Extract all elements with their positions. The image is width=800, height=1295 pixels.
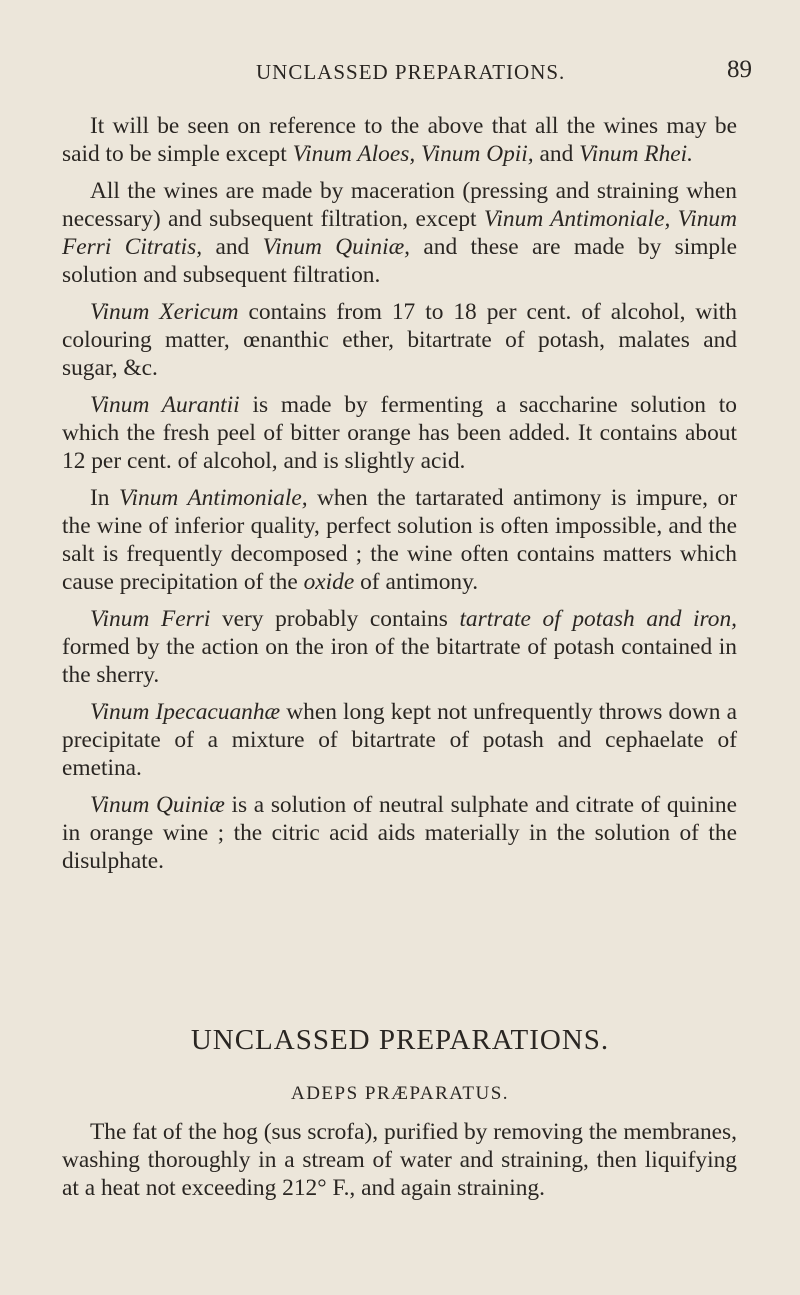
text-segment-italic: Vinum Aurantii (90, 392, 240, 418)
paragraph-wines-simple (62, 112, 737, 168)
text-segment: when the tartarated antimony is impure, or the wine of inferior quality, perfect solution is often impossible, and the salt is frequently decomposed ; the wine often contains matters which cause precipitation of the (62, 485, 737, 595)
text-segment-italic: Vinum Ipecacuanhæ (90, 699, 281, 725)
text-segment-italic: Vinum Antimoniale, (118, 485, 308, 511)
body-text (62, 112, 737, 884)
text-segment-italic: oxide (303, 569, 355, 595)
section-title: UNCLASSED PREPARATIONS. (190, 1024, 610, 1056)
paragraph-vinum-quiniae (62, 791, 737, 875)
text-segment: It will be seen on reference to the above that all the wines may be said to be simple except (62, 113, 737, 167)
paragraph-vinum-aurantii (62, 391, 737, 475)
paragraph-vinum-antimoniale (62, 484, 737, 596)
text-segment: of antimony. (354, 569, 479, 595)
paragraph-vinum-ipecacuanhae (62, 698, 737, 782)
text-segment: contains from 17 to 18 per cent. of alcohol, with colouring matter, œnanthic ether, bitartrate of potash, malates and sugar, &c. (62, 299, 738, 381)
text-segment-italic: Vinum Xericum (90, 299, 239, 325)
paragraph-maceration (62, 177, 737, 289)
text-segment-italic: Vinum Aloes, Vinum Opii, (292, 141, 534, 167)
running-head (0, 44, 800, 84)
paragraph-vinum-xericum (62, 298, 737, 382)
text-segment: formed by the action on the iron of the bitartrate of potash contained in the sherry. (62, 634, 737, 688)
text-segment-italic: Vinum Rhei. (579, 141, 694, 167)
text-segment-italic: Vinum Quiniæ, (262, 234, 411, 260)
section-body (62, 1118, 737, 1211)
subsection-title: ADEPS PRÆPARATUS. (290, 1083, 510, 1104)
page-number: 89 (727, 56, 752, 83)
text-segment: is made by fermenting a saccharine solution to which the fresh peel of bitter orange has been added. It contains about 12 per cent. of alcohol, and is slightly acid. (62, 392, 737, 474)
text-segment-italic: Vinum Ferri (90, 606, 211, 632)
text-segment: and these are made by simple solution and subsequent filtration. (62, 234, 738, 288)
text-segment: In (90, 485, 119, 511)
text-segment-italic: tartrate of potash and iron, (459, 606, 737, 632)
text-segment: is a solution of neutral sulphate and citrate of quinine in orange wine ; the citric acid aids materially in the solution of the disulphate. (62, 792, 737, 874)
paragraph-vinum-ferri (62, 605, 737, 689)
text-segment: and (533, 141, 580, 167)
text-segment: All the wines are made by maceration (pressing and straining when necessary) and subsequent filtration, except (62, 178, 737, 232)
text-segment: and (202, 234, 263, 260)
text-segment-italic: Vinum Quiniæ (90, 792, 225, 818)
text-segment-italic: Vinum Antimoniale, Vinum Ferri Citratis, (62, 206, 737, 260)
paragraph-adeps-praeparatus: The fat of the hog (sus scrofa), purified by removing the membranes, washing thoroughly in a stream of water and straining, then liquifying at a heat not exceeding 212° F., and again straining. (62, 1119, 737, 1201)
running-title: UNCLASSED PREPARATIONS. (256, 60, 566, 84)
text-segment: very probably contains (210, 606, 460, 632)
text-segment: when long kept not unfrequently throws down a precipitate of a mixture of bitartrate of potash and cephaelate of emetina. (62, 699, 737, 781)
